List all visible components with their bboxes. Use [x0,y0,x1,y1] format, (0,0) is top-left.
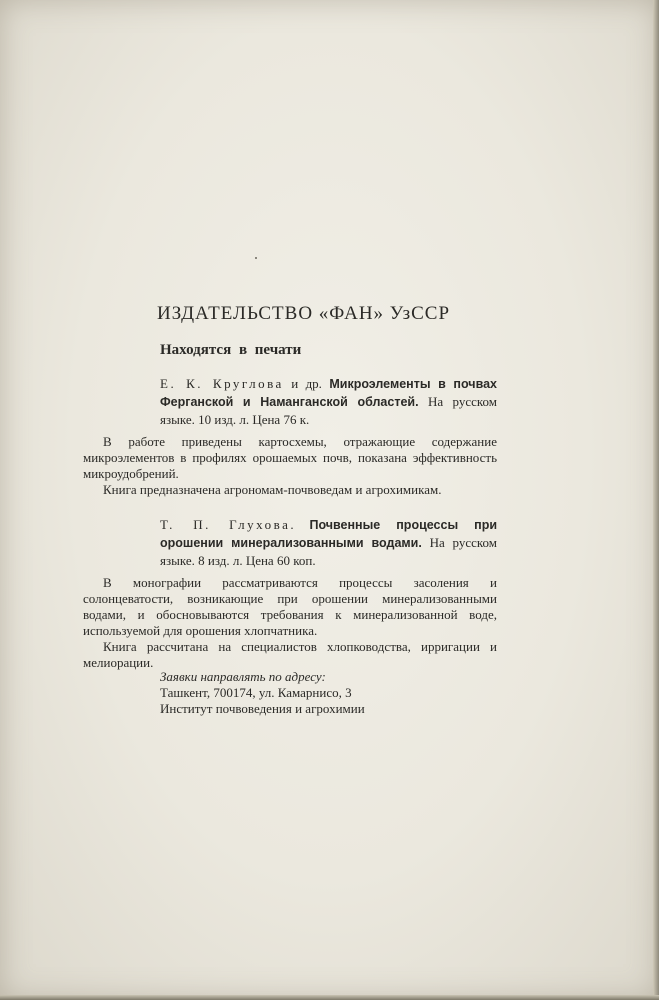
book-title: Почвенные процессы при орошении минерализованными водами. [160,518,498,550]
author-suffix: . [290,517,310,532]
description-paragraph: Книга предназначена агрономам-почвоведам и агрохимикам. [103,482,442,497]
description-paragraph: В работе приведены картосхемы, отражающие содержание микроэлементов в профилях орошаемых почв, показана эффективность микроудобрений. [83,434,497,481]
publisher-title: ИЗДАТЕЛЬСТВО «ФАН» УзССР [157,303,451,324]
address-label: Заявки направлять по адресу: [160,669,326,684]
description-paragraph: Книга рассчитана на специалистов хлопководства, ирригации и мелиорации. [83,639,497,670]
page-edge-bottom [0,995,659,1000]
section-heading: Находятся в печати [160,342,302,358]
page-edge-right [653,0,659,1000]
paper-speck [255,257,257,259]
book-entry-2 [160,516,497,569]
book-author: Т. П. Глухова [160,517,291,532]
description-paragraph: В монографии рассматриваются процессы засоления и солонцеватости, возникающие при орошении минерализованными водами, и обосновываются требования к минерализованной воде, используемой для орошения хлопчатника. [83,575,497,638]
book-description-1 [83,434,497,498]
book-details: На русском языке. 8 изд. л. Цена 60 коп. [160,535,497,568]
address-line-2: Институт почвоведения и агрохимии [160,701,365,716]
book-details: На русском языке. 10 изд. л. Цена 76 к. [160,394,497,427]
order-address [160,669,365,717]
book-author: Е. К. Круглова [160,376,284,391]
address-line-1: Ташкент, 700174, ул. Камарнисо, 3 [160,685,352,700]
author-suffix: и др. [283,376,330,391]
book-title: Микроэлементы в почвах Ферганской и Наманганской областей. [160,377,497,409]
book-description-2 [83,575,497,671]
book-entry-1 [160,375,497,428]
